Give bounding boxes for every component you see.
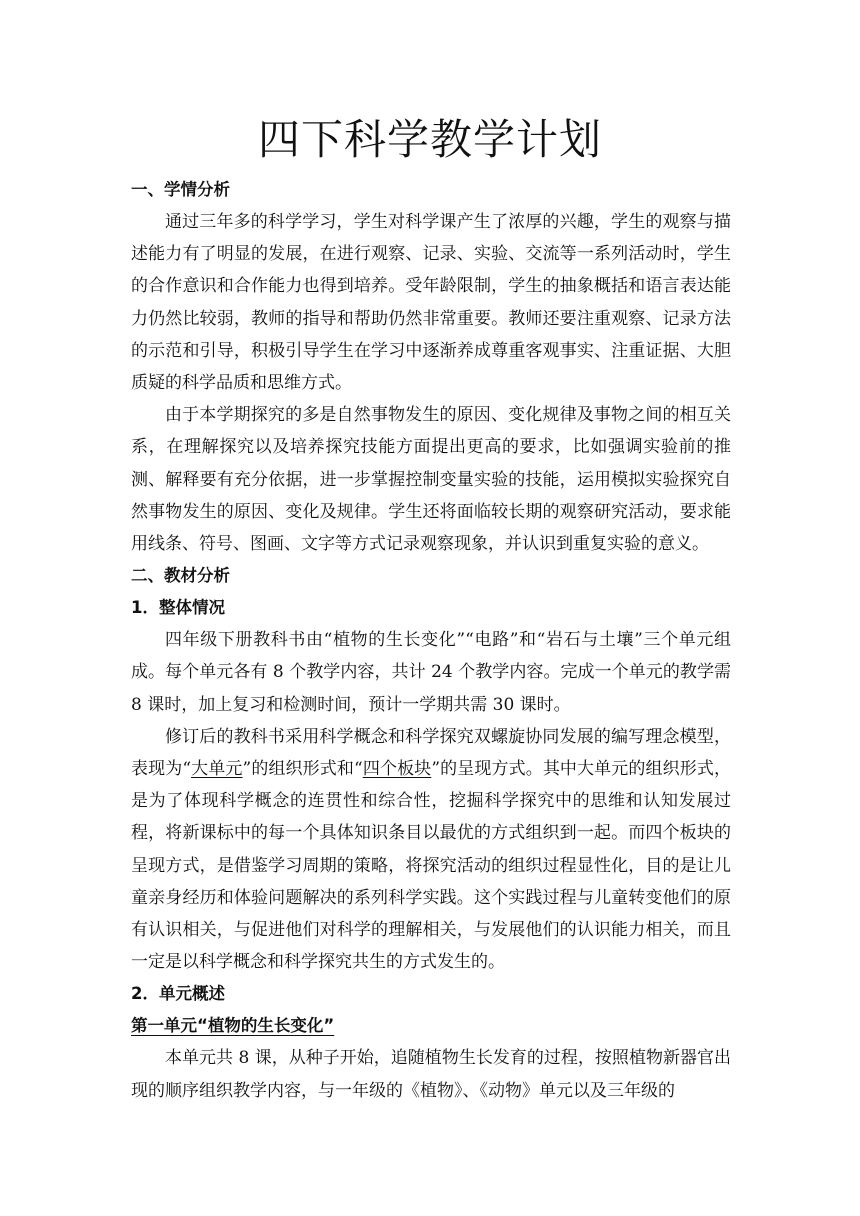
underlined-term: 四个板块 <box>362 759 432 780</box>
paragraph: 四年级下册教科书由“植物的生长变化”“电路”和“岩石与土壤”三个单元组成。每个单元各有 8 个教学内容，共计 24 个教学内容。完成一个单元的教学需 8 课时，加上复习和检测时间，预计一学期共需 30 课时。 <box>131 630 731 715</box>
paragraph: 通过三年多的科学学习，学生对科学课产生了浓厚的兴趣，学生的观察与描述能力有了明显的发展，在进行观察、记录、实验、交流等一系列活动时，学生的合作意识和合作能力也得到培养。受年龄限制，学生的抽象概括和语言表达能力仍然比较弱，教师的指导和帮助仍然非常重要。教师还要注重观察、记录方法的示范和引导，积极引导学生在学习中逐渐养成尊重客观事实、注重证据、大胆质疑的科学品质和思维方式。 <box>131 212 731 394</box>
text-run: 修订后的教科书采用科学概念和科学探究双螺旋协同发展的编写理念模型，表现为“ <box>131 726 731 780</box>
subheading-unit-overview: 2．单元概述 <box>131 984 225 1004</box>
section-heading-textbook-analysis: 二、教材分析 <box>131 566 230 586</box>
paragraph: 由于本学期探究的多是自然事物发生的原因、变化规律及事物之间的相互关系，在理解探究以及培养探究技能方面提出更高的要求，比如强调实验前的推测、解释要有充分依据，进一步掌握控制变量实验的技能，运用模拟实验探究自然事物发生的原因、变化及规律。学生还将面临较长期的观察研究活动，要求能用线条、符号、图画、文字等方式记录观察现象，并认识到重复实验的意义。 <box>131 405 731 555</box>
subheading-overall: 1．整体情况 <box>131 598 225 618</box>
text-run: ”的呈现方式。其中大单元的组织形式，是为了体现科学概念的连贯性和综合性，挖掘科学探究中的思维和认知发展过程，将新课标中的每一个具体知识条目以最优的方式组织到一起。而四个板块的呈现方式，是借鉴学习周期的策略，将探究活动的组织过程显性化，目的是让儿童亲身经历和体验问题解决的系列科学实践。这个实践过程与儿童转变他们的原有认识相关，与促进他们对科学的理解相关，与发展他们的认识能力相关，而且一定是以科学概念和科学探究共生的方式发生的。 <box>131 759 731 973</box>
unit-title: 第一单元“植物的生长变化” <box>131 1016 335 1036</box>
document-title: 四下科学教学计划 <box>257 115 602 164</box>
underlined-term: 大单元 <box>191 759 243 780</box>
unit-heading <box>131 1010 731 1042</box>
paragraph: 本单元共 8 课，从种子开始，追随植物生长发育的过程，按照植物新器官出现的顺序组织教学内容，与一年级的《植物》、《动物》单元以及三年级的 <box>131 1048 731 1101</box>
section-heading-student-analysis: 一、学情分析 <box>131 180 230 199</box>
text-run: ”的组织形式和“ <box>242 759 363 780</box>
paragraph <box>131 721 731 979</box>
document-body <box>131 174 731 1107</box>
